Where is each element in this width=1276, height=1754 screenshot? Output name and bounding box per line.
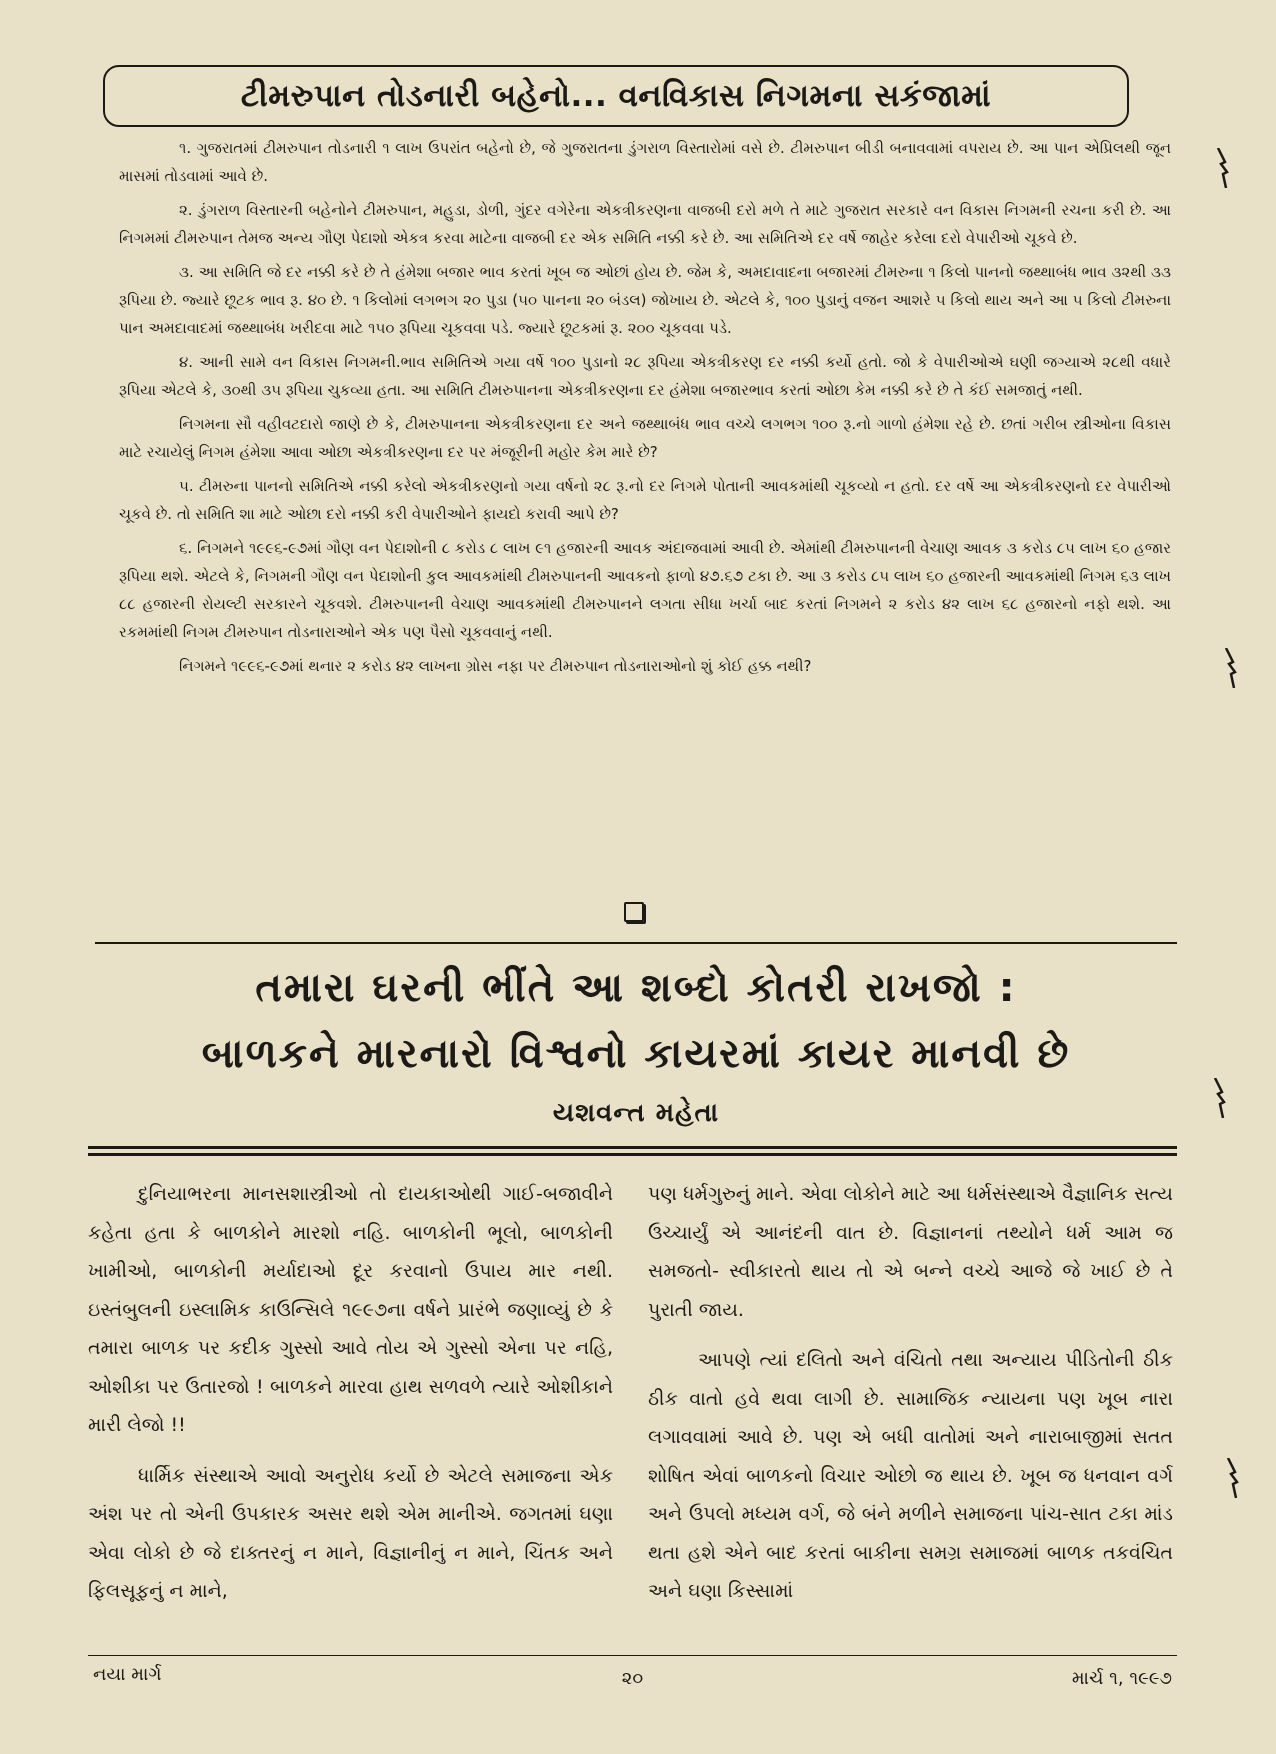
footer-rule	[88, 1655, 1177, 1656]
page-number: ૨૦	[621, 1668, 644, 1689]
left-column	[88, 1175, 613, 1623]
paragraph: આપણે ત્યાં દલિતો અને વંચિતો તથા અન્યાય પીડિતોની ઠીક ઠીક વાતો હવે થવા લાગી છે. સામાજિક ન્યાયના પણ ખૂબ નારા લગાવવામાં આવે છે. પણ એ બધી વાતોમાં અને નારાબાજીમાં સતત શોષિત એવાં બાળકનો વિચાર ઓછો જ થાય છે. ખૂબ જ ધનવાન વર્ગ અને ઉપલો મધ્યમ વર્ગ, જે બંને મળીને સમાજના પાંચ-સાત ટકા માંડ થતા હશે એને બાદ કરતાં બાકીના સમગ્ર સમાજમાં બાળક તકવંચિત અને ઘણા કિસ્સામાં	[648, 1349, 1173, 1602]
paragraph: નિગમના સૌ વહીવટદારો જાણે છે કે, ટીમરુપાનના એકત્રીકરણના દર અને જથ્થાબંધ ભાવ વચ્ચે લગભગ ૧૦૦ રૂ.નો ગાળો હંમેશા રહે છે. છતાં ગરીબ સ્ત્રીઓના વિકાસ માટે રચાયેલું નિગમ હંમેશા આવા ઓછા એકત્રીકરણના દર પર મંજૂરીની મહોર કેમ મારે છે?	[119, 415, 1171, 461]
issue-date: માર્ચ ૧, ૧૯૯૭	[1071, 1668, 1172, 1689]
binding-hole-icon	[1212, 1078, 1226, 1118]
binding-hole-icon	[1215, 148, 1229, 188]
paragraph: ૪. આની સામે વન વિકાસ નિગમની.ભાવ સમિતિએ ગયા વર્ષે ૧૦૦ પુડાનો ૨૮ રૂપિયા એકત્રીકરણ દર નક્કી કર્યો હતો. જો કે વેપારીઓએ ઘણી જગ્યાએ ૨૮થી વધારે રૂપિયા એટલે કે, ૩૦થી ૩૫ રૂપિયા ચુકવ્યા હતા. આ સમિતિ ટીમરુપાનના એકત્રીકરણના દર હંમેશા બજારભાવ કરતાં ઓછા કેમ નક્કી કરે છે તે કંઈ સમજાતું નથી.	[119, 353, 1171, 399]
binding-hole-icon	[1225, 1458, 1239, 1498]
paragraph: ૬. નિગમને ૧૯૯૬-૯૭માં ગૌણ વન પેદાશોની ૮ કરોડ ૮ લાખ ૯૧ હજારની આવક અંદાજવામાં આવી છે. એમાંથી ટીમરુપાનની વેચાણ આવક ૩ કરોડ ૮૫ લાખ ૬૦ હજાર રૂપિયા થશે. એટલે કે, નિગમની ગૌણ વન પેદાશોની કુલ આવકમાંથી ટીમરુપાનની આવકનો ફાળો ૪૭.૬૭ ટકા છે. આ ૩ કરોડ ૮૫ લાખ ૬૦ હજારની આવકમાંથી નિગમ ૬૩ લાખ ૮૮ હજારની રોયલ્ટી સરકારને ચૂકવશે. ટીમરુપાનની વેચાણ આવકમાંથી ટીમરુપાનને લગતા સીધા ખર્ચા બાદ કરતાં નિગમને ૨ કરોડ ૪૨ લાખ ૬૮ હજારનો નફો થશે. આ રકમમાંથી નિગમ ટીમરુપાન તોડનારાઓને એક પણ પૈસો ચૂકવવાનું નથી.	[119, 539, 1171, 641]
paragraph: દુનિયાભરના માનસશાસ્ત્રીઓ તો દાયકાઓથી ગાઈ-બજાવીને કહેતા હતા કે બાળકોને મારશો નહિ. બાળકોની ભૂલો, બાળકોની ખામીઓ, બાળકોની મર્યાદાઓ દૂર કરવાનો ઉપાય માર નથી. ઇસ્તંબુલની ઇસ્લામિક કાઉન્સિલે ૧૯૯૭ના વર્ષને પ્રારંભે જણાવ્યું છે કે તમારા બાળક પર કદીક ગુસ્સો આવે તોય એ ગુસ્સો એના પર નહિ, ઓશીકા પર ઉતારજો ! બાળકને મારવા હાથ સળવળે ત્યારે ઓશીકાને મારી લેજો !!	[88, 1183, 613, 1436]
paragraph: ૧. ગુજરાતમાં ટીમરુપાન તોડનારી ૧ લાખ ઉપરાંત બહેનો છે, જે ગુજરાતના ડુંગરાળ વિસ્તારોમાં વસે છે. ટીમરુપાન બીડી બનાવવામાં વપરાય છે. આ પાન એપ્રિલથી જૂન માસમાં તોડવામાં આવે છે.	[119, 139, 1171, 185]
headline	[95, 955, 1177, 1087]
end-of-article-square-icon	[624, 902, 644, 922]
article-title-box	[103, 65, 1129, 127]
headline-line-2: બાળકને મારનારો વિશ્વનો કાયરમાં કાયર માનવી છે	[201, 1031, 1071, 1077]
page-footer	[88, 1664, 1177, 1694]
paragraph: ૨. ડુંગરાળ વિસ્તારની બહેનોને ટીમરુપાન, મહુડા, ડોળી, ગુંદર વગેરેના એકત્રીકરણના વાજબી દરો મળે તે માટે ગુજરાત સરકારે વન વિકાસ નિગમની રચના કરી છે. આ નિગમમાં ટીમરુપાન તેમજ અન્ય ગૌણ પેદાશો એકત્ર કરવા માટેના વાજબી દર એક સમિતિ નક્કી કરે છે. આ સમિતિએ દર વર્ષે જાહેર કરેલા દરો વેપારીઓ ચૂકવે છે.	[119, 201, 1171, 247]
divider-rule	[95, 942, 1177, 944]
paragraph: નિગમને ૧૯૯૬-૯૭માં થનાર ૨ કરોડ ૪૨ લાખના ગ્રોસ નફા પર ટીમરુપાન તોડનારાઓનો શું કોઈ હક્ક નથી?	[179, 657, 812, 675]
headline-line-1: તમારા ઘરની ભીંતે આ શબ્દો કોતરી રાખજો :	[255, 965, 1017, 1011]
paragraph: ૫. ટીમરુના પાનનો સમિતિએ નક્કી કરેલો એકત્રીકરણનો ગયા વર્ષનો ૨૮ રૂ.નો દર નિગમે પોતાની આવકમાંથી ચૂકવ્યો ન હતો. દર વર્ષે આ એકત્રીકરણનો દર વેપારીઓ ચૂકવે છે. તો સમિતિ શા માટે ઓછા દરો નક્કી કરી વેપારીઓને ફાયદો કરાવી આપે છે?	[119, 477, 1171, 523]
byline: યશવન્ત મહેતા	[552, 1098, 720, 1128]
binding-hole-icon	[1223, 648, 1237, 688]
double-divider-rule	[88, 1146, 1177, 1156]
paragraph: ધાર્મિક સંસ્થાએ આવો અનુરોધ કર્યો છે એટલે સમાજના એક અંશ પર તો એની ઉપકારક અસર થશે એમ માનીએ. જગતમાં ઘણા એવા લોકો છે જે દાક્તરનું ન માને, વિજ્ઞાનીનું ન માને, ચિંતક અને ફિલસૂફનું ન માને,	[88, 1464, 613, 1602]
magazine-name: નયા માર્ગ	[93, 1664, 162, 1685]
article-body	[119, 134, 1171, 686]
paragraph: પણ ધર્મગુરુનું માને. એવા લોકોને માટે આ ધર્મસંસ્થાએ વૈજ્ઞાનિક સત્ય ઉચ્ચાર્યું એ આનંદની વાત છે. વિજ્ઞાનનાં તથ્યોને ધર્મ આમ જ સમજતો- સ્વીકારતો થાય તો એ બન્ને વચ્ચે આજે જે ખાઈ છે તે પુરાતી જાય.	[648, 1183, 1173, 1321]
article-title: ટીમરુપાન તોડનારી બહેનો... વનવિકાસ નિગમના સકંજામાં	[240, 77, 992, 114]
paragraph: ૩. આ સમિતિ જે દર નક્કી કરે છે તે હંમેશા બજાર ભાવ કરતાં ખૂબ જ ઓછાં હોય છે. જેમ કે, અમદાવાદના બજારમાં ટીમરુના ૧ કિલો પાનનો જથ્થાબંધ ભાવ ૩૨થી ૩૩ રૂપિયા છે. જ્યારે છૂટક ભાવ રૂ. ૪૦ છે. ૧ કિલોમાં લગભગ ૨૦ પુડા (૫૦ પાનના ૨૦ બંડલ) જોખાય છે. એટલે કે, ૧૦૦ પુડાનું વજન આશરે ૫ કિલો થાય અને આ ૫ કિલો ટીમરુના પાન અમદાવાદમાં જથ્થાબંધ ખરીદવા માટે ૧૫૦ રૂપિયા ચૂકવવા પડે. જ્યારે છૂટકમાં રૂ. ૨૦૦ ચૂકવવા પડે.	[119, 263, 1171, 337]
right-column	[648, 1175, 1173, 1623]
